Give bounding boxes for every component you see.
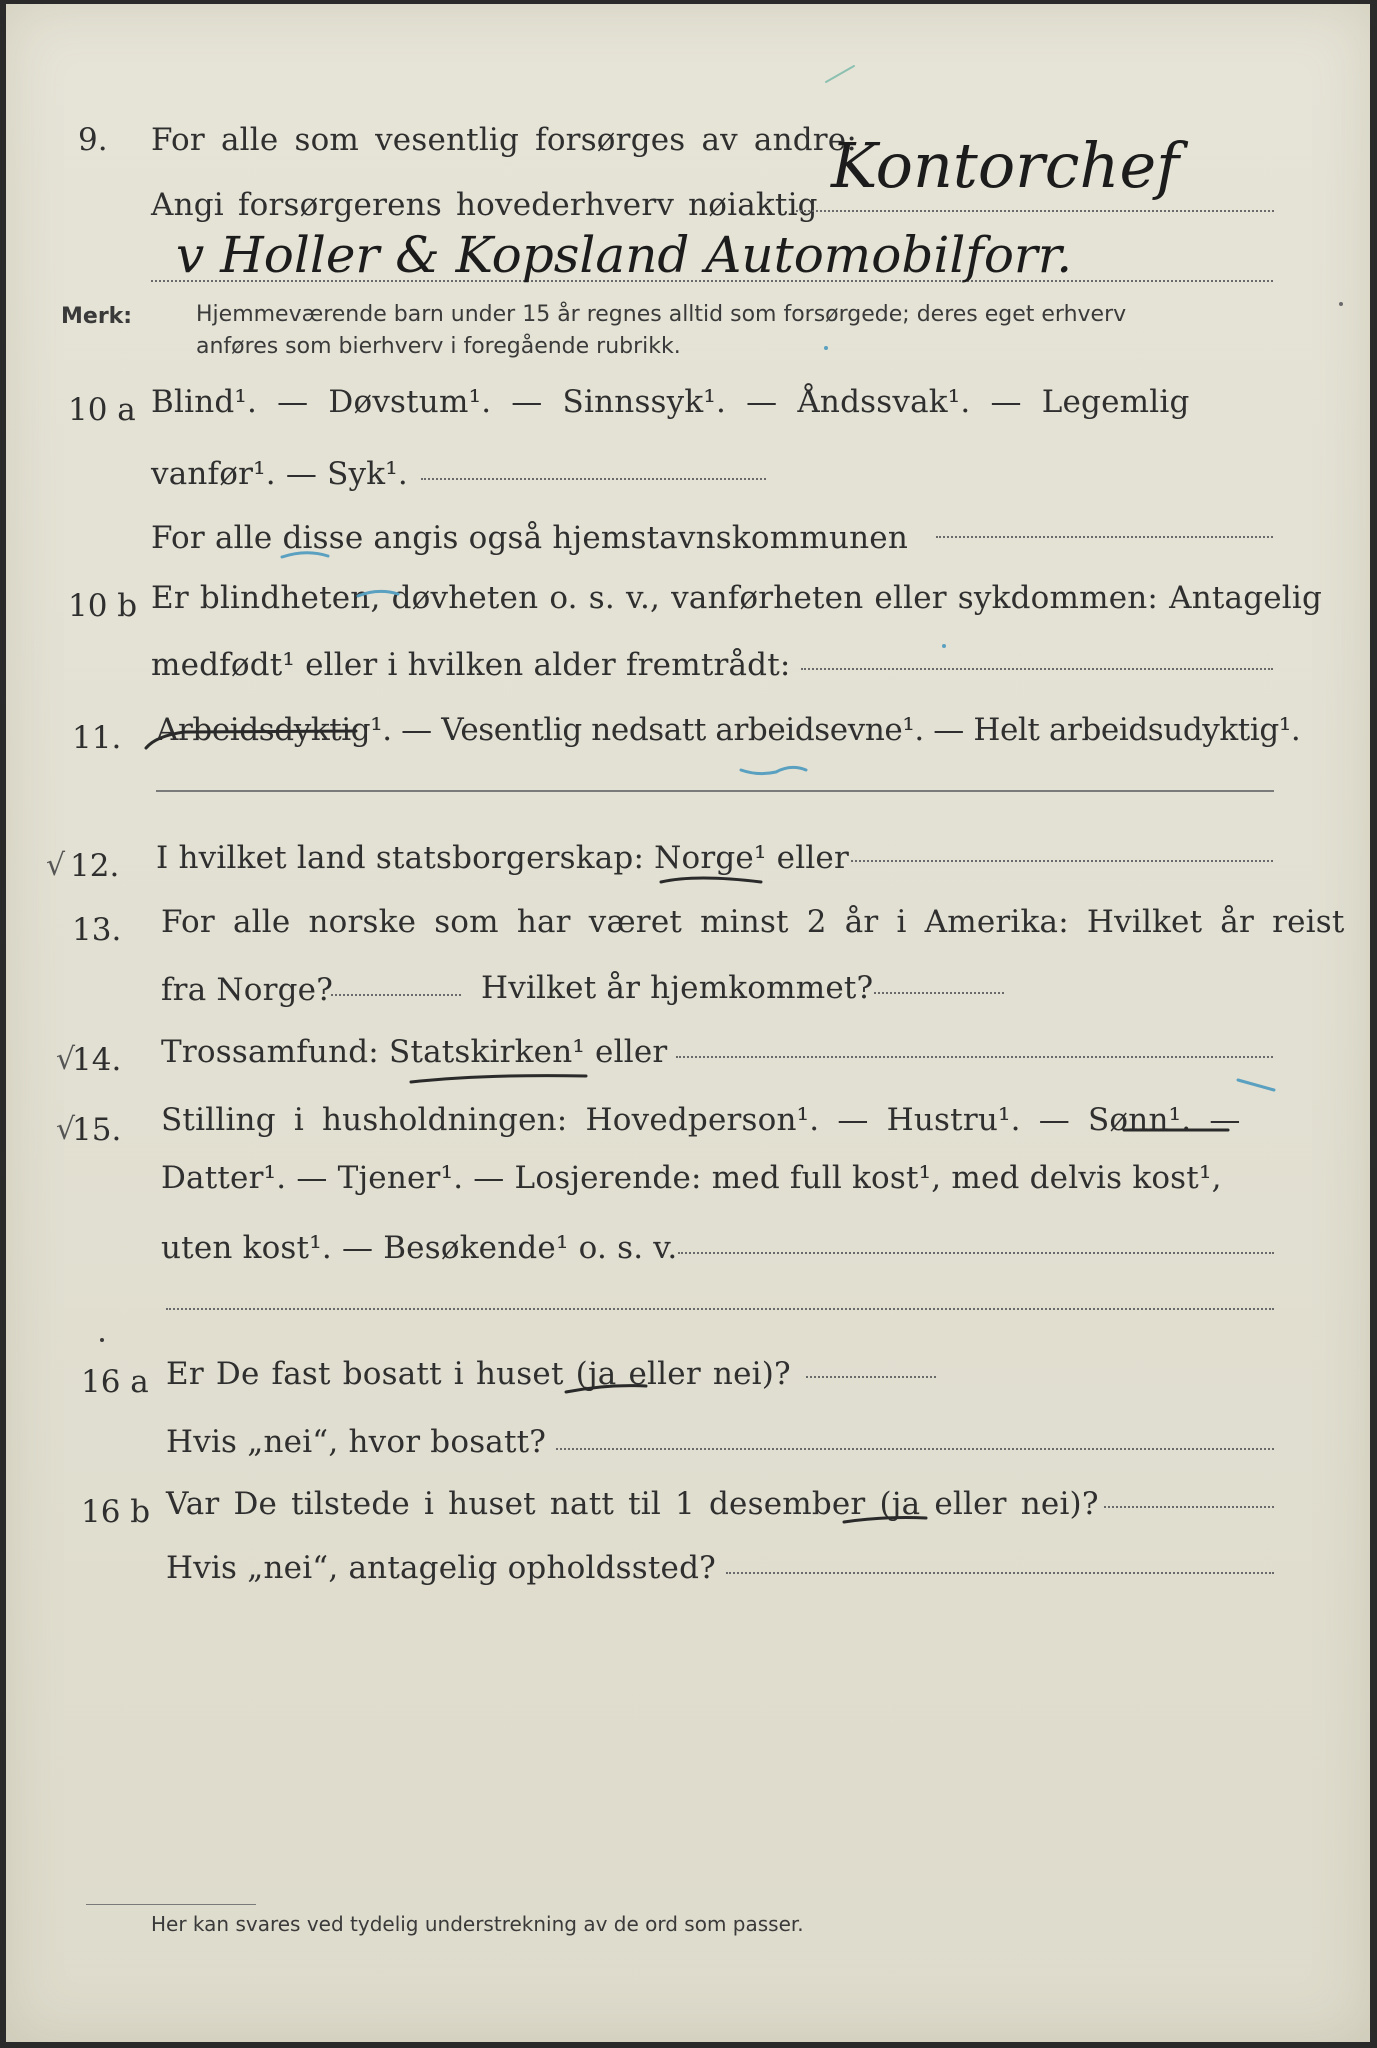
q12-line1: I hvilket land statsborgerskap: Norge¹ eller bbox=[156, 840, 849, 876]
q9-line2: Angi forsørgerens hovederhverv nøiaktig bbox=[151, 187, 818, 223]
q10a-line1: Blind¹. — Døvstum¹. — Sinnssyk¹. — Åndssvak¹. — Legemlig bbox=[151, 384, 1190, 420]
q16a-line1: Er De fast bosatt i huset (ja eller nei)? bbox=[166, 1356, 791, 1392]
merk-line1: Hjemmeværende barn under 15 år regnes alltid som forsørgede; deres eget erhverv bbox=[196, 302, 1127, 327]
q16b-number: 16 b bbox=[81, 1494, 151, 1530]
pencil-dot bbox=[1339, 302, 1343, 306]
ink-dot bbox=[100, 1338, 104, 1342]
footnote-text: Her kan svares ved tydelig understrekning av de ord som passer. bbox=[151, 1912, 804, 1936]
census-form-page bbox=[6, 4, 1370, 2042]
q11-number: 11. bbox=[72, 720, 122, 756]
underline-ja-16a bbox=[566, 1386, 646, 1392]
merk-line2: anføres som bierhverv i foregående rubrikk. bbox=[196, 334, 681, 359]
q10b-number: 10 b bbox=[68, 588, 138, 624]
q15-number: 15. bbox=[72, 1112, 122, 1148]
q11-line1: Arbeidsdyktig¹. — Vesentlig nedsatt arbeidsevne¹. — Helt arbeidsudyktig¹. bbox=[156, 712, 1301, 748]
q14-number: 14. bbox=[72, 1042, 122, 1078]
annotation-marks bbox=[6, 4, 1370, 2042]
q10b-line2: medfødt¹ eller i hvilken alder fremtrådt: bbox=[151, 647, 791, 683]
q16a-number: 16 a bbox=[81, 1364, 149, 1400]
crayon-mark-q15 bbox=[1238, 1080, 1274, 1090]
q15-line3: uten kost¹. — Besøkende¹ o. s. v. bbox=[161, 1230, 678, 1266]
crayon-mark-blindheten bbox=[358, 591, 398, 596]
q13-line2a: fra Norge? bbox=[161, 972, 334, 1008]
q10a-line2: vanfør¹. — Syk¹. bbox=[151, 456, 408, 492]
q13-line1: For alle norske som har været minst 2 år i Amerika: Hvilket år reist bbox=[161, 904, 1345, 940]
q12-check-mark: √ bbox=[46, 848, 66, 883]
q16b-line2: Hvis „nei“, antagelig opholdssted? bbox=[166, 1550, 716, 1586]
crayon-mark-q11 bbox=[741, 767, 806, 773]
q9-handwritten-occupation: Kontorchef bbox=[831, 129, 1180, 202]
q10a-line3: For alle disse angis også hjemstavnskommunen bbox=[151, 520, 908, 556]
q15-line1: Stilling i husholdningen: Hovedperson¹. — Hustru¹. — Sønn¹. — bbox=[161, 1102, 1241, 1138]
q16b-line1: Var De tilstede i huset natt til 1 desember (ja eller nei)? bbox=[166, 1486, 1099, 1522]
q16a-line2: Hvis „nei“, hvor bosatt? bbox=[166, 1424, 547, 1460]
underline-arbeidsdyktig bbox=[146, 731, 356, 748]
underline-norge bbox=[661, 878, 761, 882]
underline-ja-16b bbox=[844, 1518, 926, 1523]
q13-number: 13. bbox=[72, 912, 122, 948]
q12-number: 12. bbox=[70, 848, 120, 884]
q14-check-mark: √ bbox=[56, 1042, 76, 1077]
q15-line2: Datter¹. — Tjener¹. — Losjerende: med full kost¹, med delvis kost¹, bbox=[161, 1160, 1222, 1196]
q13-line2b: Hvilket år hjemkommet? bbox=[481, 970, 874, 1006]
crayon-mark-disse bbox=[282, 553, 328, 557]
q10a-number: 10 a bbox=[68, 392, 136, 428]
q14-line1: Trossamfund: Statskirken¹ eller bbox=[161, 1034, 668, 1070]
underline-statskirken bbox=[411, 1076, 586, 1082]
crayon-dot bbox=[942, 644, 946, 648]
q9-handwritten-employer: v Holler & Kopsland Automobilforr. bbox=[176, 226, 1073, 284]
crayon-dot bbox=[824, 346, 828, 350]
q9-number: 9. bbox=[78, 122, 108, 158]
q9-line1: For alle som vesentlig forsørges av andre: bbox=[151, 122, 857, 158]
q15-check-mark: √ bbox=[56, 1112, 76, 1147]
pencil-tick-mark bbox=[826, 66, 854, 82]
q10b-line1: Er blindheten, døvheten o. s. v., vanførheten eller sykdommen: Antagelig bbox=[151, 580, 1323, 616]
merk-label: Merk: bbox=[61, 304, 133, 329]
